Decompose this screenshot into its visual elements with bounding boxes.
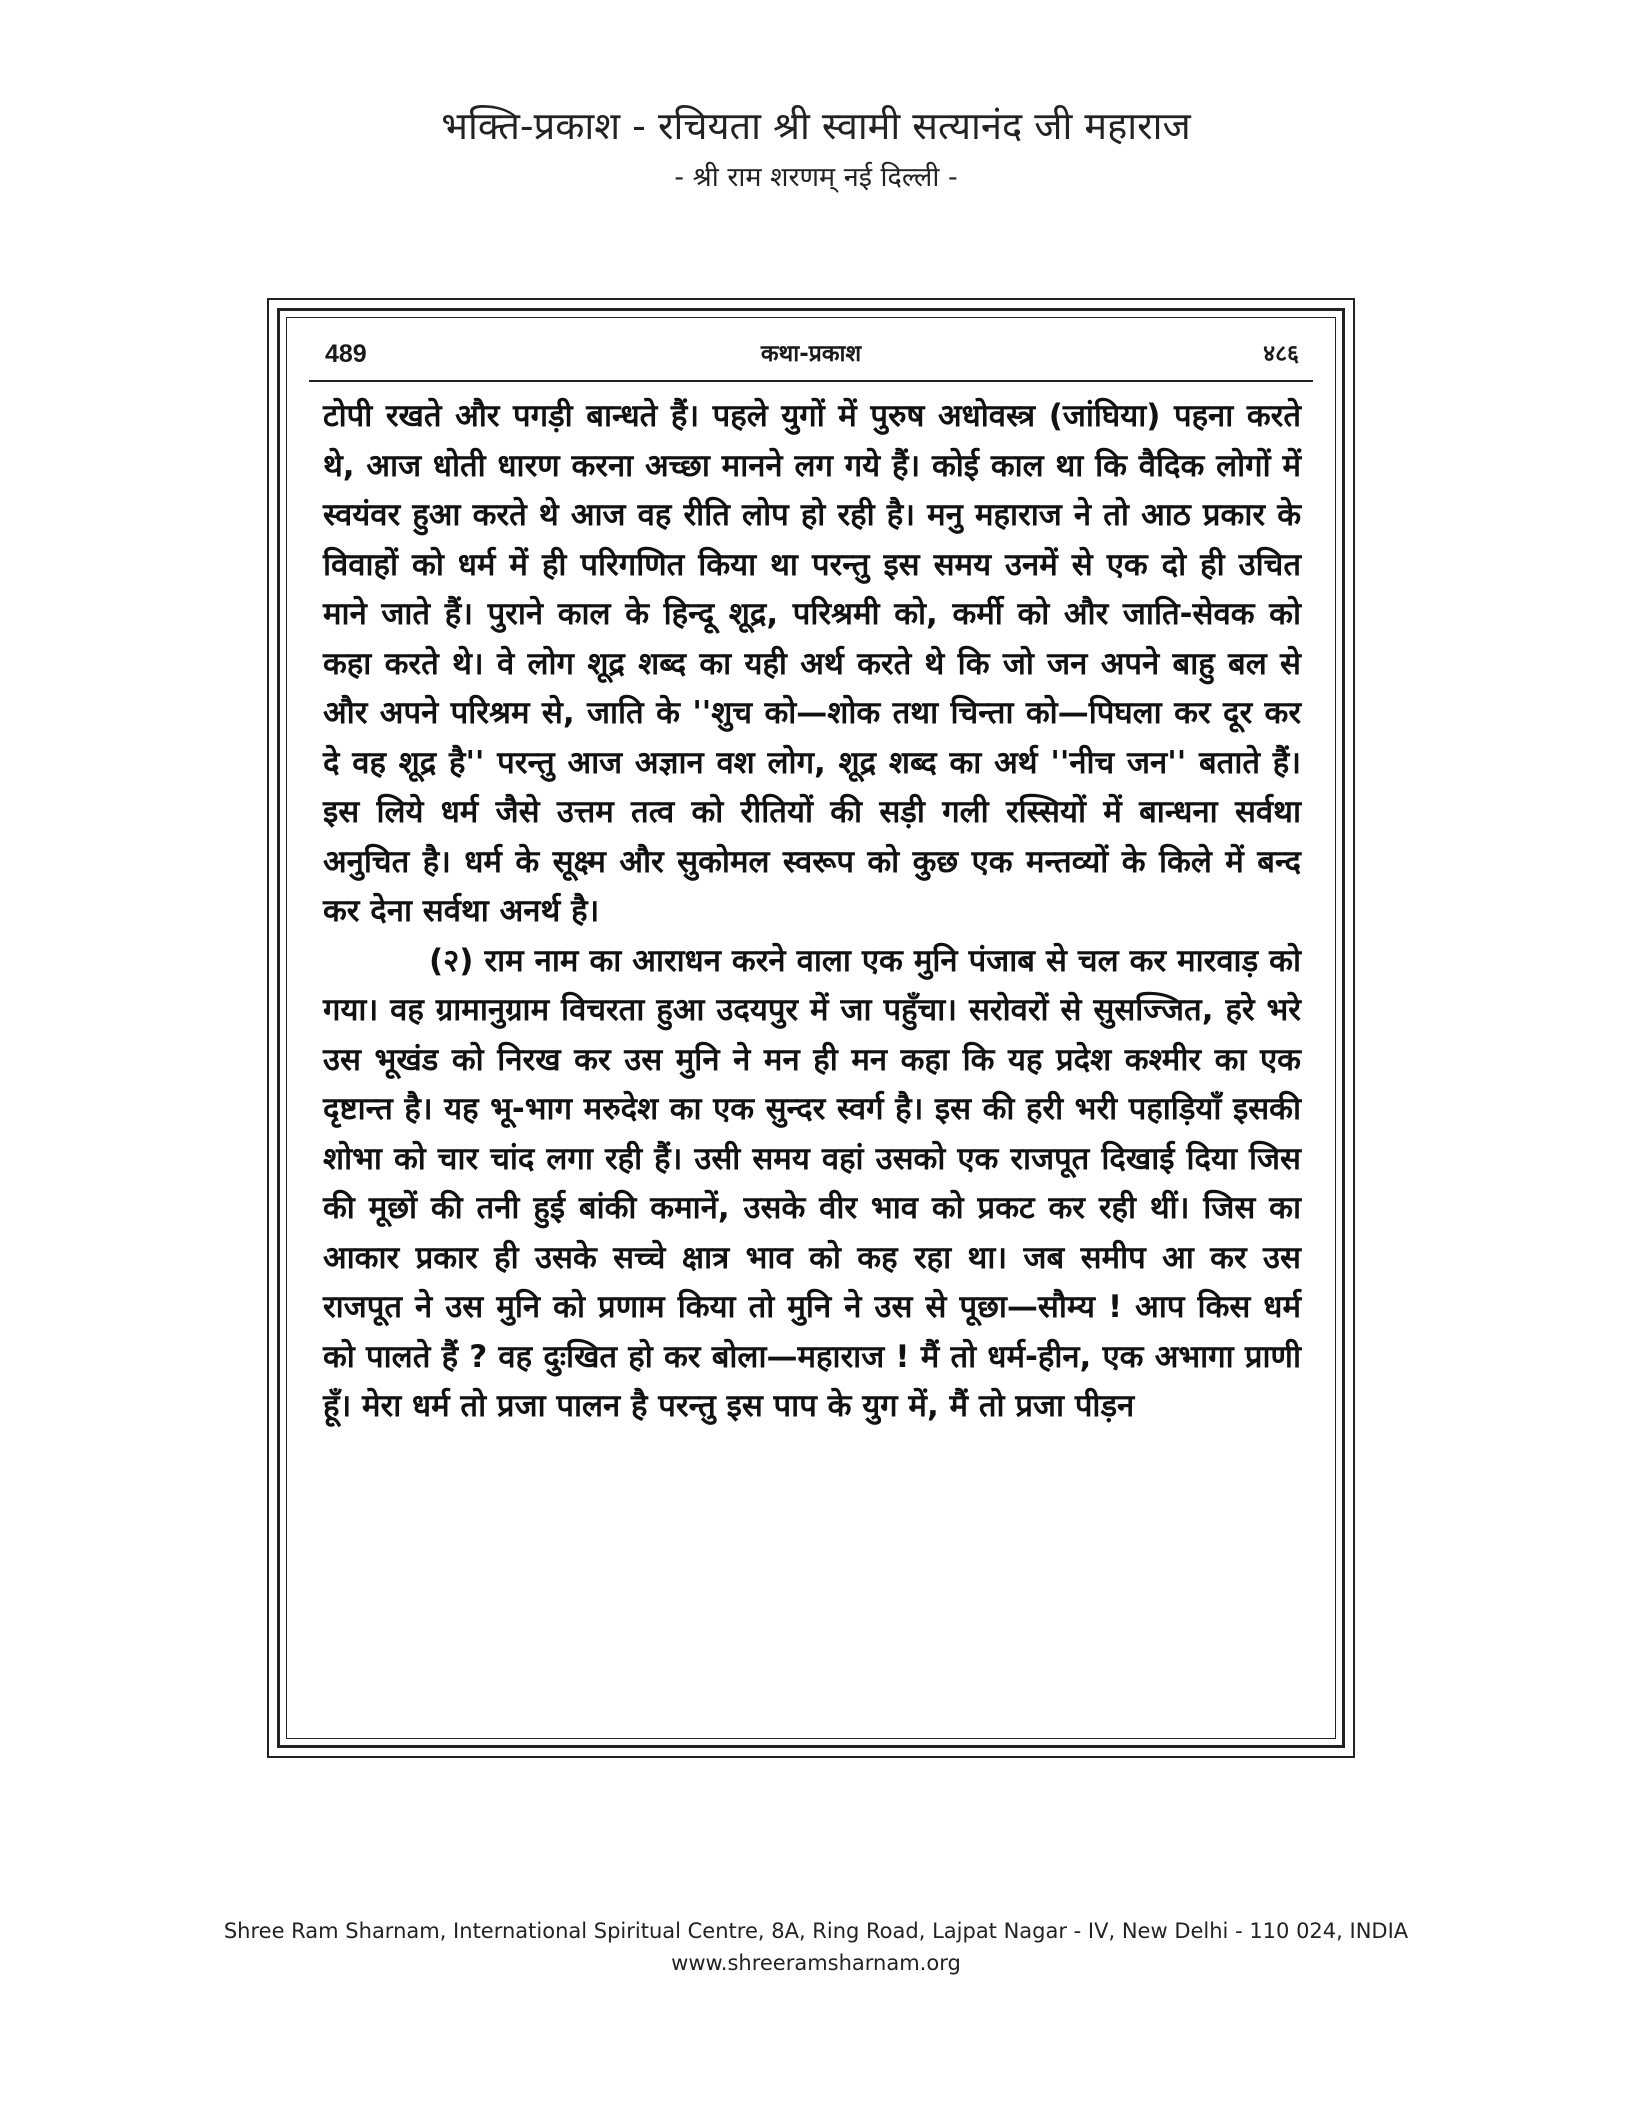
book-title: भक्ति-प्रकाश - रचियता श्री स्वामी सत्यानंद जी महाराज	[441, 104, 1191, 148]
document-footer	[0, 1915, 1632, 1979]
paragraph: (२) राम नाम का आराधन करने वाला एक मुनि पंजाब से चल कर मारवाड़ को गया। वह ग्रामानुग्राम विचरता हुआ उदयपुर में जा पहुँचा। सरोवरों से सुसज्जित, हरे भरे उस भूखंड को निरख कर उस मुनि ने मन ही मन कहा कि यह प्रदेश कश्मीर का एक दृष्टान्त है। यह भू-भाग मरुदेश का एक सुन्दर स्वर्ग है। इस की हरी भरी पहाड़ियाँ इसकी शोभा को चार चांद लगा रही हैं। उसी समय वहां उसको एक राजपूत दिखाई दिया जिस की मूछों की तनी हुई बांकी कमानें, उसके वीर भाव को प्रकट कर रही थीं। जिस का आकार प्रकार ही उसके सच्चे क्षात्र भाव को कह रहा था। जब समीप आ कर उस राजपूत ने उस मुनि को प्रणाम किया तो मुनि ने उस से पूछा—सौम्य ! आप किस धर्म को पालते हैं ? वह दुःखित हो कर बोला—महाराज ! मैं तो धर्म-हीन, एक अभागा प्राणी हूँ। मेरा धर्म तो प्रजा पालन है परन्तु इस पाप के युग में, मैं तो प्रजा पीड़न	[323, 942, 1301, 1424]
footer-address: Shree Ram Sharnam, International Spiritual Centre, 8A, Ring Road, Lajpat Nagar - IV, New Delhi - 110 024, INDIA	[223, 1919, 1409, 1943]
publisher-line: - श्री राम शरणम् नई दिल्ली -	[674, 162, 958, 193]
running-header	[317, 336, 1305, 372]
section-title: कथा-प्रकाश	[760, 341, 862, 367]
body-text	[323, 392, 1301, 1432]
page-frame-inner-border	[286, 317, 1336, 1739]
document-header	[0, 100, 1632, 200]
page-number: 489	[325, 340, 367, 368]
page-number-devanagari: ४८६	[1263, 341, 1299, 367]
footer-website: www.shreeramsharnam.org	[671, 1951, 961, 1975]
page-frame	[267, 298, 1355, 1758]
page-frame-border	[277, 308, 1345, 1748]
paragraph: टोपी रखते और पगड़ी बान्धते हैं। पहले युगों में पुरुष अधोवस्त्र (जांघिया) पहना करते थे, आज धोती धारण करना अच्छा मानने लग गये हैं। कोई काल था कि वैदिक लोगों में स्वयंवर हुआ करते थे आज वह रीति लोप हो रही है। मनु महाराज ने तो आठ प्रकार के विवाहों को धर्म में ही परिगणित किया था परन्तु इस समय उनमें से एक दो ही उचित माने जाते हैं। पुराने काल के हिन्दू शूद्र, परिश्रमी को, कर्मी को और जाति-सेवक को कहा करते थे। वे लोग शूद्र शब्द का यही अर्थ करते थे कि जो जन अपने बाहु बल से और अपने परिश्रम से, जाति के ''शुच को—शोक तथा चिन्ता को—पिघला कर दूर कर दे वह शूद्र है'' परन्तु आज अज्ञान वश लोग, शूद्र शब्द का अर्थ ''नीच जन'' बताते हैं। इस लिये धर्म जैसे उत्तम तत्व को रीतियों की सड़ी गली रस्सियों में बान्धना सर्वथा अनुचित है। धर्म के सूक्ष्म और सुकोमल स्वरूप को कुछ एक मन्तव्यों के किले में बन्द कर देना सर्वथा अनर्थ है।	[323, 398, 1301, 929]
header-divider	[309, 380, 1313, 382]
